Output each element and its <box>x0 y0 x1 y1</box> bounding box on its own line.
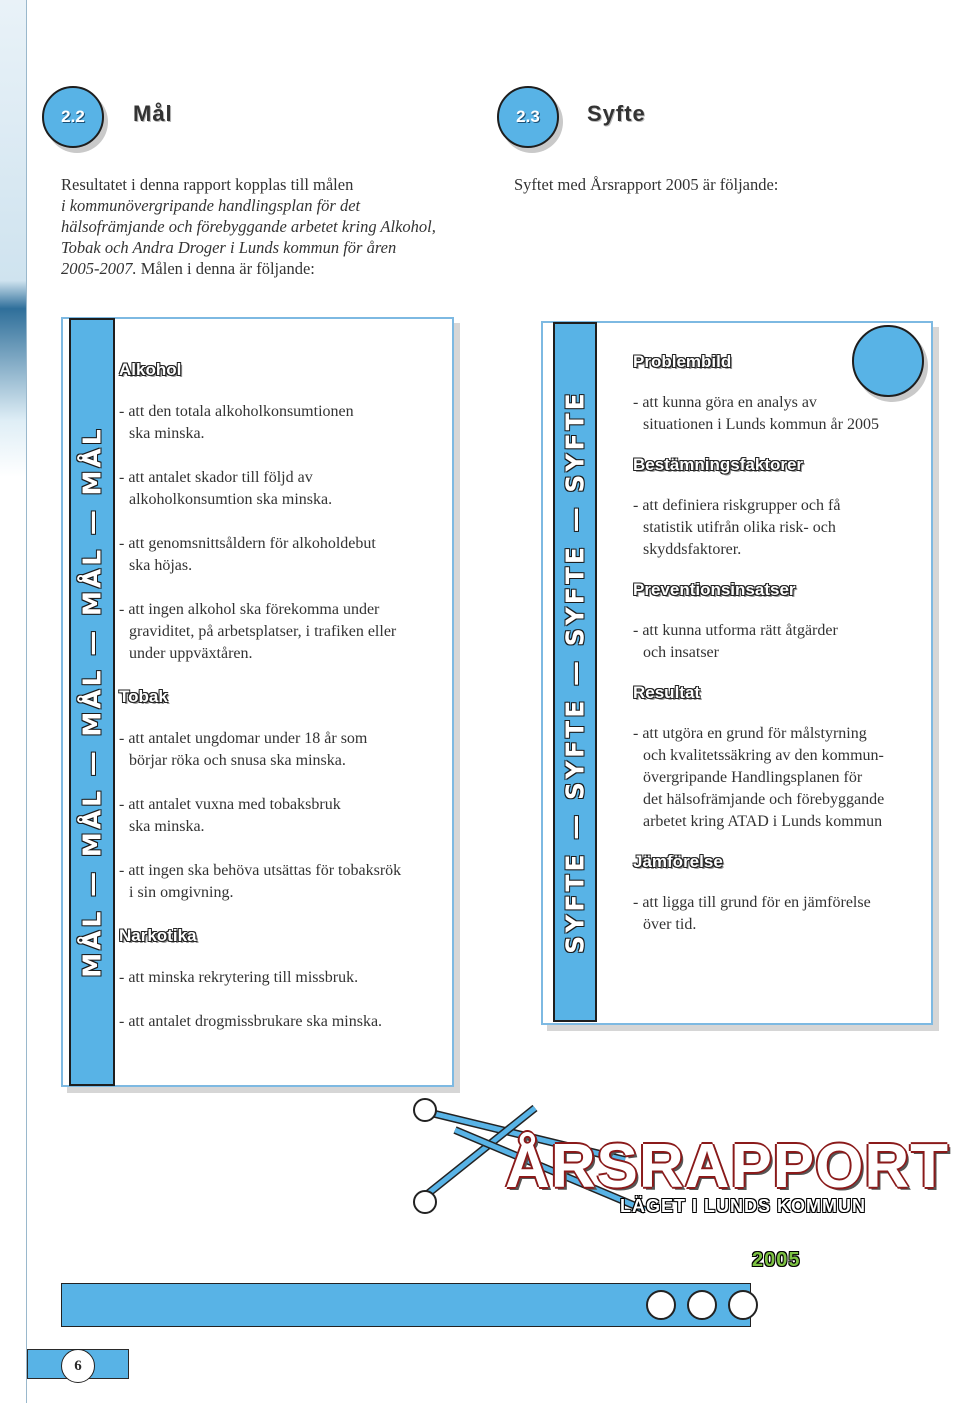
intro-line: 2005-2007. <box>61 259 137 278</box>
category-heading: Narkotika <box>119 926 197 945</box>
category-heading: Problembild <box>633 352 732 371</box>
decorative-dot <box>728 1290 758 1320</box>
section-number: 2.2 <box>61 107 85 126</box>
page-number-badge <box>61 1349 95 1383</box>
list-item <box>119 467 444 511</box>
category-heading: Tobak <box>119 687 168 706</box>
page-edge-line <box>26 0 27 1403</box>
intro-line: hälsofrämjande och förebyggande arbetet kring Alkohol, <box>61 217 436 236</box>
category-heading: Preventionsinsatser <box>633 580 796 599</box>
list-item-line: - att kunna göra en analys av <box>633 394 817 411</box>
list-item-line: - att ingen alkohol ska förekomma under <box>119 601 380 618</box>
decorative-dot <box>687 1290 717 1320</box>
list-item-line: - att genomsnittsåldern för alkoholdebut <box>119 535 376 552</box>
list-item-line: - att ingen ska behöva utsättas för tobaksrök <box>119 862 402 879</box>
report-logo-year: 2005 <box>752 1249 801 1271</box>
list-item <box>119 599 444 665</box>
list-item-line: - att antalet skador till följd av <box>119 469 313 486</box>
list-item-line: och kvalitetssäkring av den kommun- <box>643 747 884 764</box>
category-heading: Alkohol <box>119 360 182 379</box>
list-item <box>119 794 444 838</box>
intro-line: Tobak och Andra Droger i Lunds kommun för åren <box>61 238 397 257</box>
decorative-dot <box>646 1290 676 1320</box>
purpose-vertical-bar <box>553 322 597 1022</box>
list-item <box>633 620 928 664</box>
section-number: 2.3 <box>516 107 540 126</box>
list-item-line: - att minska rekrytering till missbruk. <box>119 969 359 986</box>
list-item-line: statistik utifrån olika risk- och <box>643 519 836 536</box>
list-item-line: under uppväxtåren. <box>129 645 253 662</box>
list-item-line: och insatser <box>643 644 719 661</box>
list-item-line: - att antalet drogmissbrukare ska minska. <box>119 1013 383 1030</box>
list-item <box>119 728 444 772</box>
list-item-line: - att den totala alkoholkonsumtionen <box>119 403 354 420</box>
list-item <box>633 892 928 936</box>
list-item-line: situationen i Lunds kommun år 2005 <box>643 416 879 433</box>
intro-line: Målen i denna är följande: <box>136 259 315 278</box>
section-number-badge <box>42 86 104 148</box>
list-item <box>633 392 928 436</box>
list-item-line: det hälsofrämjande och förebyggande <box>643 791 885 808</box>
category-heading: Resultat <box>633 683 701 702</box>
section-title-syfte: Syfte <box>587 101 646 126</box>
list-item-line: graviditet, på arbetsplatser, i trafiken eller <box>129 623 397 640</box>
list-item-line: - att utgöra en grund för målstyrning <box>633 725 867 742</box>
intro-paragraph-left <box>61 174 481 279</box>
list-item-line: ska höjas. <box>129 557 193 574</box>
list-item-line: arbetet kring ATAD i Lunds kommun <box>643 813 883 830</box>
list-item-line: börjar röka och snusa ska minska. <box>129 752 346 769</box>
goals-vertical-bar <box>69 318 115 1086</box>
list-item <box>633 495 928 561</box>
goals-vertical-label: MÅL — MÅL — MÅL — MÅL — MÅL <box>77 426 107 978</box>
list-item-line: ska minska. <box>129 818 205 835</box>
list-item <box>119 1011 444 1033</box>
category-heading: Jämförelse <box>633 852 723 871</box>
list-item <box>119 967 444 989</box>
list-item-line: skyddsfaktorer. <box>643 541 742 558</box>
section-title-mal: Mål <box>133 101 173 126</box>
report-logo-title: ÅRSRAPPORT <box>505 1132 950 1201</box>
list-item-line: över tid. <box>643 916 697 933</box>
list-item-line: - att antalet vuxna med tobaksbruk <box>119 796 341 813</box>
list-item-line: alkoholkonsumtion ska minska. <box>129 491 333 508</box>
list-item <box>119 860 444 904</box>
goals-content <box>119 360 444 1055</box>
category-heading: Bestämningsfaktorer <box>633 455 804 474</box>
page-edge-band <box>0 0 26 1403</box>
page-number: 6 <box>74 1357 82 1374</box>
list-item-line: övergripande Handlingsplanen för <box>643 769 863 786</box>
purpose-content <box>633 352 928 955</box>
list-item-line: - att ligga till grund för en jämförelse <box>633 894 871 911</box>
list-item-line: - att kunna utforma rätt åtgärder <box>633 622 838 639</box>
list-item <box>119 401 444 445</box>
intro-line: Resultatet i denna rapport kopplas till målen <box>61 175 354 194</box>
list-item-line: - att definiera riskgrupper och få <box>633 497 841 514</box>
purpose-vertical-label: SYFTE — SYFTE — SYFTE — SYFTE <box>560 390 590 954</box>
intro-paragraph-right: Syftet med Årsrapport 2005 är följande: <box>514 175 779 194</box>
list-item-line: - att antalet ungdomar under 18 år som <box>119 730 368 747</box>
section-number-badge <box>497 86 559 148</box>
list-item-line: i sin omgivning. <box>129 884 234 901</box>
report-logo-subtitle: LÄGET I LUNDS KOMMUN <box>620 1196 866 1216</box>
list-item <box>119 533 444 577</box>
list-item <box>633 723 928 833</box>
intro-line: i kommunövergripande handlingsplan för det <box>61 196 361 215</box>
list-item-line: ska minska. <box>129 425 205 442</box>
